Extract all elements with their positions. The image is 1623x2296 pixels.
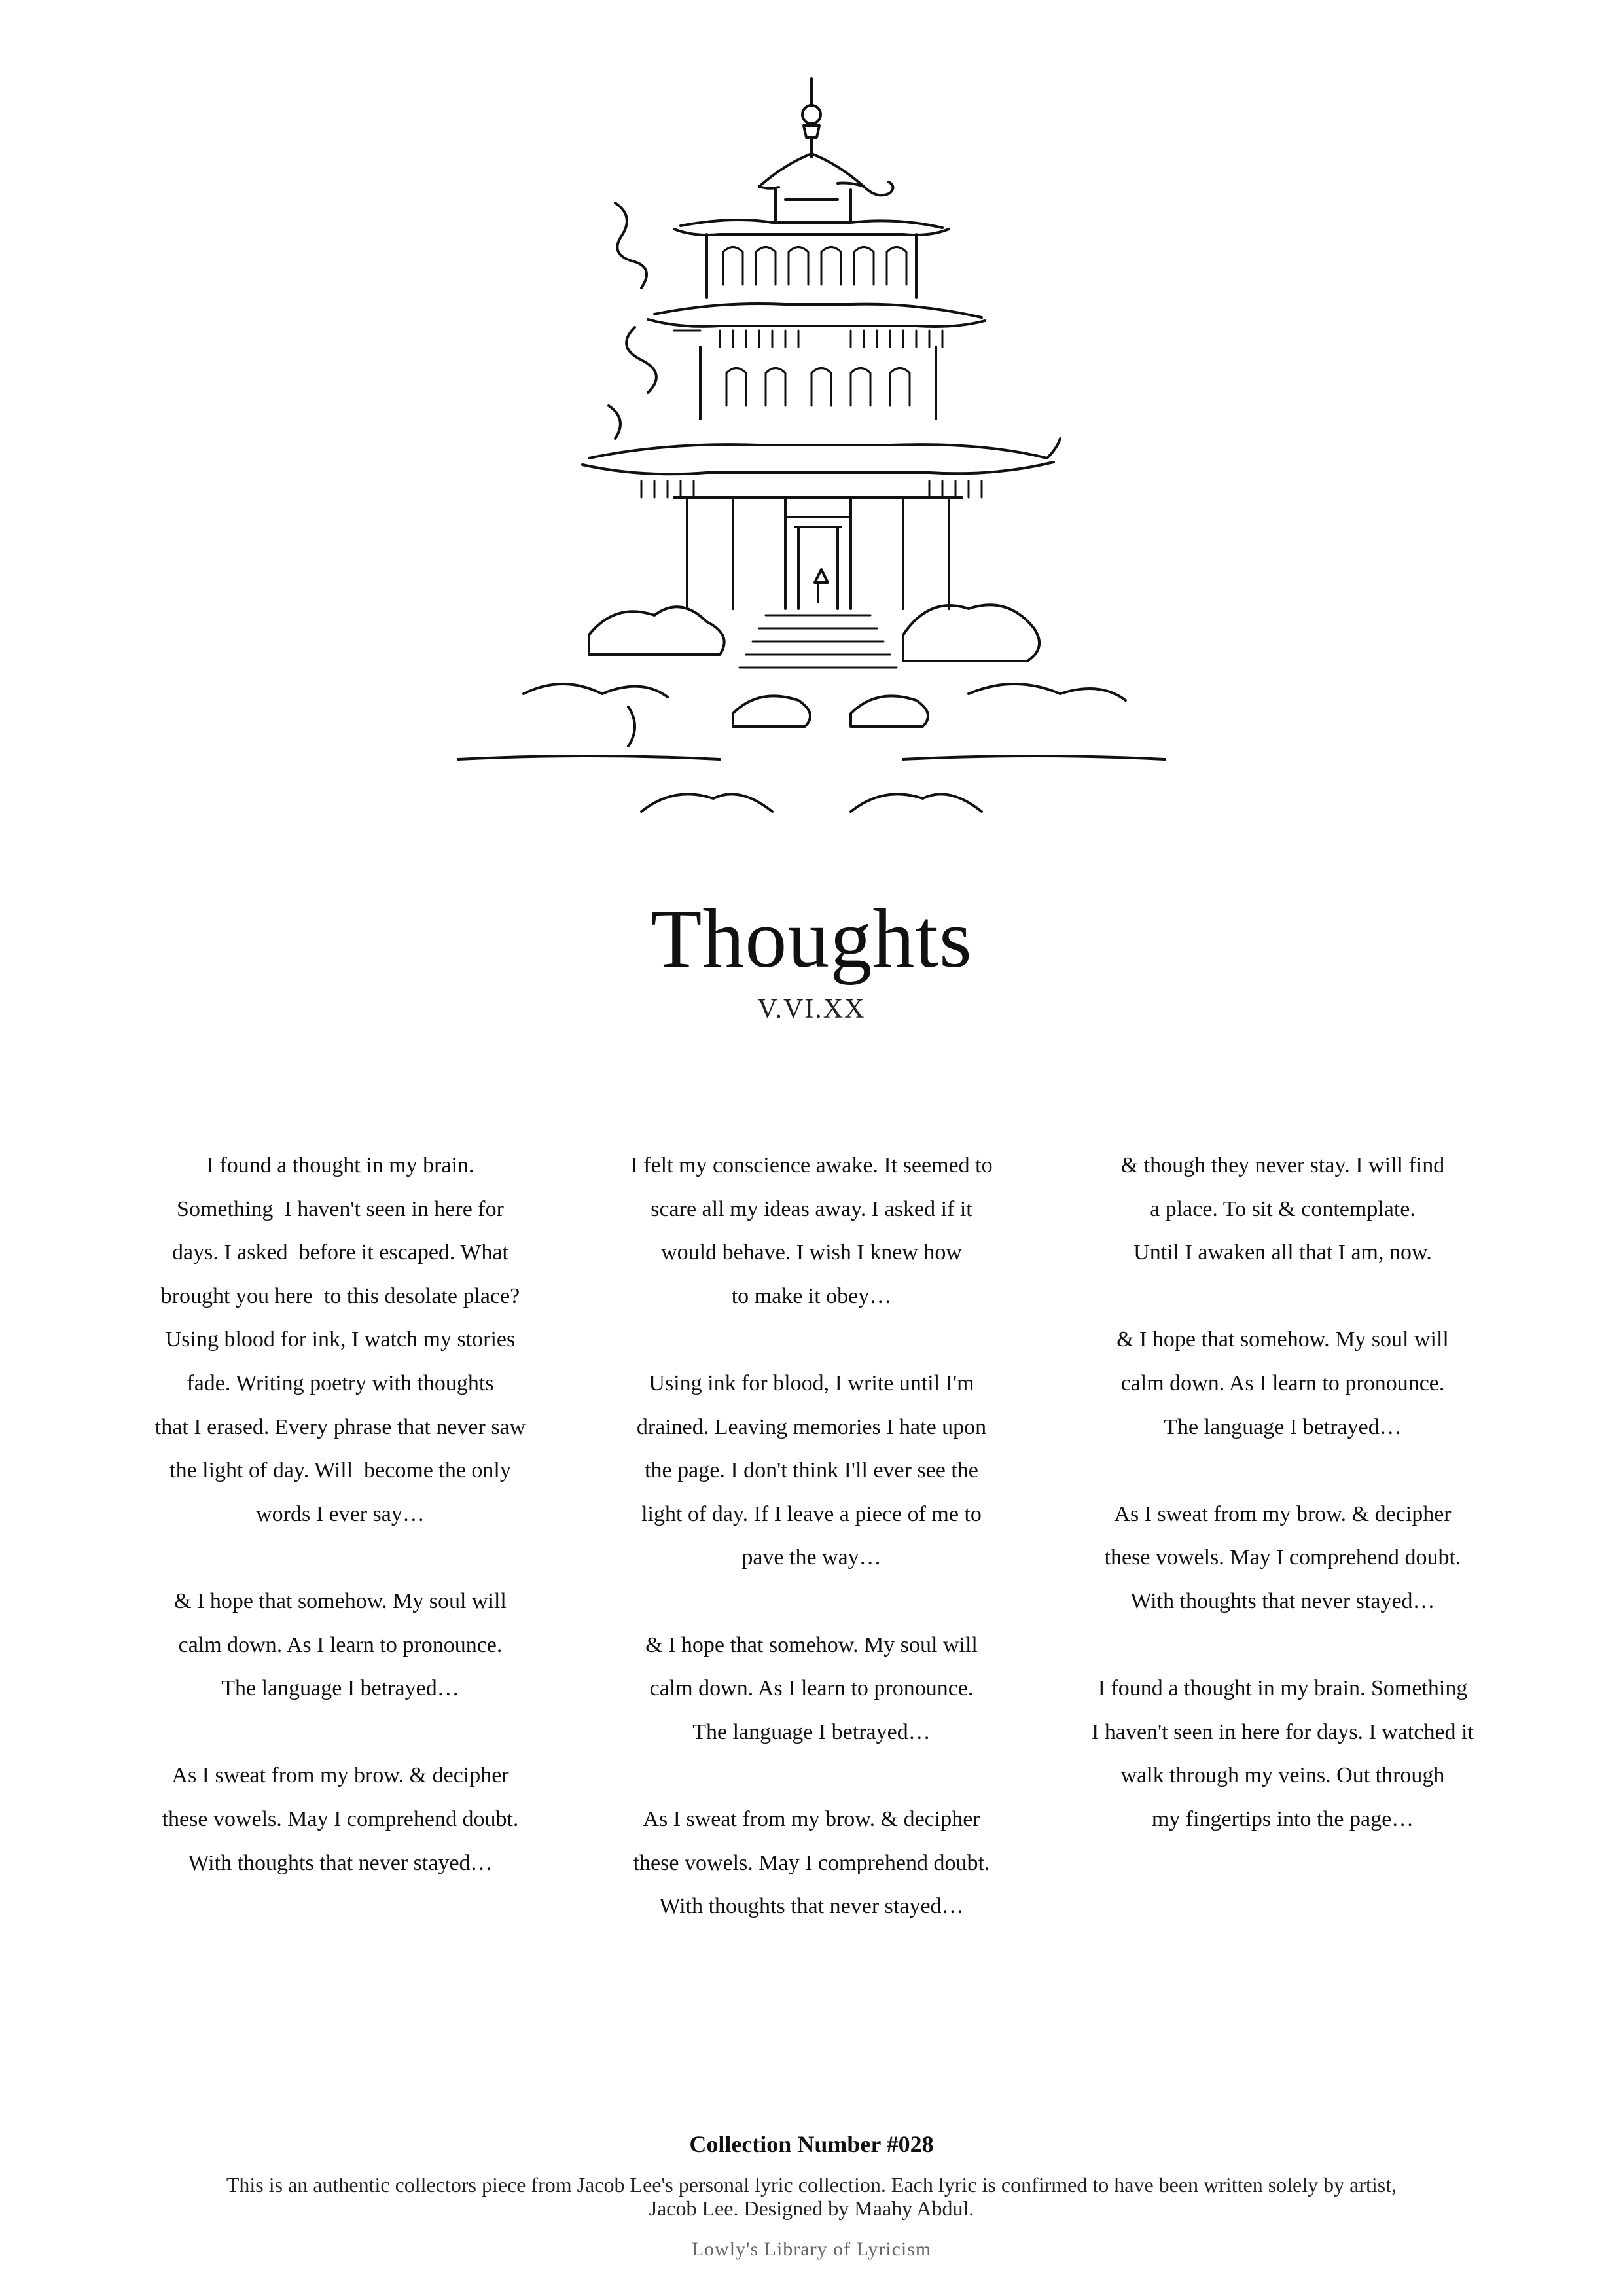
date-subtitle: V.VI.XX [757, 994, 866, 1024]
lyric-line: I felt my conscience awake. It seemed to [630, 1153, 993, 1177]
lyric-line: fade. Writing poetry with thoughts [187, 1371, 494, 1395]
lyric-line: pave the way… [741, 1545, 882, 1570]
lyric-line: The language I betrayed… [1164, 1414, 1402, 1439]
lyric-line: & I hope that somehow. My soul will [174, 1588, 507, 1613]
collection-description: This is an authentic collectors piece from Jacob Lee's personal lyric collection. Each lyric is confirmed to have been written solely by artist, Jacob Lee. Designed by Maahy Abdul. [226, 2173, 1397, 2220]
lyric-line: I haven't seen in here for days. I watched it [1092, 1719, 1474, 1744]
lyric-line: these vowels. May I comprehend doubt. [633, 1850, 990, 1875]
lyric-line: calm down. As I learn to pronounce. [1120, 1371, 1445, 1395]
lyric-line: that I erased. Every phrase that never saw [154, 1414, 526, 1439]
lyric-line: to make it obey… [731, 1283, 892, 1308]
lyric-line: would behave. I wish I knew how [661, 1240, 962, 1265]
lyric-line: scare all my ideas away. I asked if it [651, 1196, 972, 1221]
lyric-line: light of day. If I leave a piece of me to [641, 1501, 982, 1526]
stanza [1073, 1144, 1492, 1275]
lyric-line: brought you here to this desolate place? [160, 1283, 520, 1308]
stanza [602, 1624, 1021, 1755]
lyric-line: Using ink for blood, I write until I'm [649, 1371, 974, 1395]
lyric-column-2 [602, 1144, 1021, 1972]
stanza [131, 1580, 550, 1711]
lyric-line: As I sweat from my brow. & decipher [643, 1806, 980, 1831]
stanza [1073, 1667, 1492, 1841]
stanza [602, 1362, 1021, 1580]
lyric-line: The language I betrayed… [692, 1719, 931, 1744]
lyric-line: I found a thought in my brain. [206, 1153, 474, 1177]
lyric-line: & I hope that somehow. My soul will [645, 1632, 978, 1657]
page-title: Thoughts [651, 892, 972, 985]
lyric-line: As I sweat from my brow. & decipher [1114, 1501, 1452, 1526]
stanza [602, 1798, 1021, 1929]
lyric-line: Until I awaken all that I am, now. [1133, 1240, 1432, 1265]
lyric-line: calm down. As I learn to pronounce. [178, 1632, 503, 1657]
lyric-line: these vowels. May I comprehend doubt. [1104, 1545, 1461, 1570]
lyric-line: As I sweat from my brow. & decipher [171, 1763, 509, 1788]
lyric-line: the light of day. Will become the only [169, 1458, 511, 1483]
lyric-line: drained. Leaving memories I hate upon [636, 1414, 987, 1439]
lyric-line: a place. To sit & contemplate. [1150, 1196, 1416, 1221]
lyric-line: walk through my veins. Out through [1120, 1763, 1445, 1788]
lyric-line: I found a thought in my brain. Something [1097, 1676, 1468, 1701]
pagoda-illustration [393, 65, 1230, 851]
lyric-column-1 [131, 1144, 550, 1929]
brand-label: Lowly's Library of Lyricism [691, 2238, 932, 2260]
lyric-line: my fingertips into the page… [1151, 1806, 1414, 1831]
lyric-line: With thoughts that never stayed… [188, 1850, 493, 1875]
stanza [602, 1144, 1021, 1318]
lyric-line: calm down. As I learn to pronounce. [649, 1676, 974, 1701]
lyric-line: With thoughts that never stayed… [659, 1894, 964, 1919]
lyric-line: With thoughts that never stayed… [1130, 1588, 1435, 1613]
collection-number: Collection Number #028 [689, 2131, 934, 2157]
stanza [131, 1754, 550, 1885]
lyric-column-3 [1073, 1144, 1492, 1885]
lyric-line: these vowels. May I comprehend doubt. [162, 1806, 519, 1831]
lyric-line: words I ever say… [256, 1501, 425, 1526]
stanza [1073, 1318, 1492, 1449]
stanza [131, 1144, 550, 1536]
lyric-line: Something I haven't seen in here for [177, 1196, 504, 1221]
lyric-line: Using blood for ink, I watch my stories [165, 1327, 516, 1352]
lyric-line: days. I asked before it escaped. What [172, 1240, 508, 1265]
lyric-line: the page. I don't think I'll ever see the [645, 1458, 978, 1483]
lyric-line: & though they never stay. I will find [1120, 1153, 1445, 1177]
lyric-line: & I hope that somehow. My soul will [1116, 1327, 1449, 1352]
stanza [1073, 1493, 1492, 1624]
lyric-line: The language I betrayed… [221, 1676, 459, 1701]
